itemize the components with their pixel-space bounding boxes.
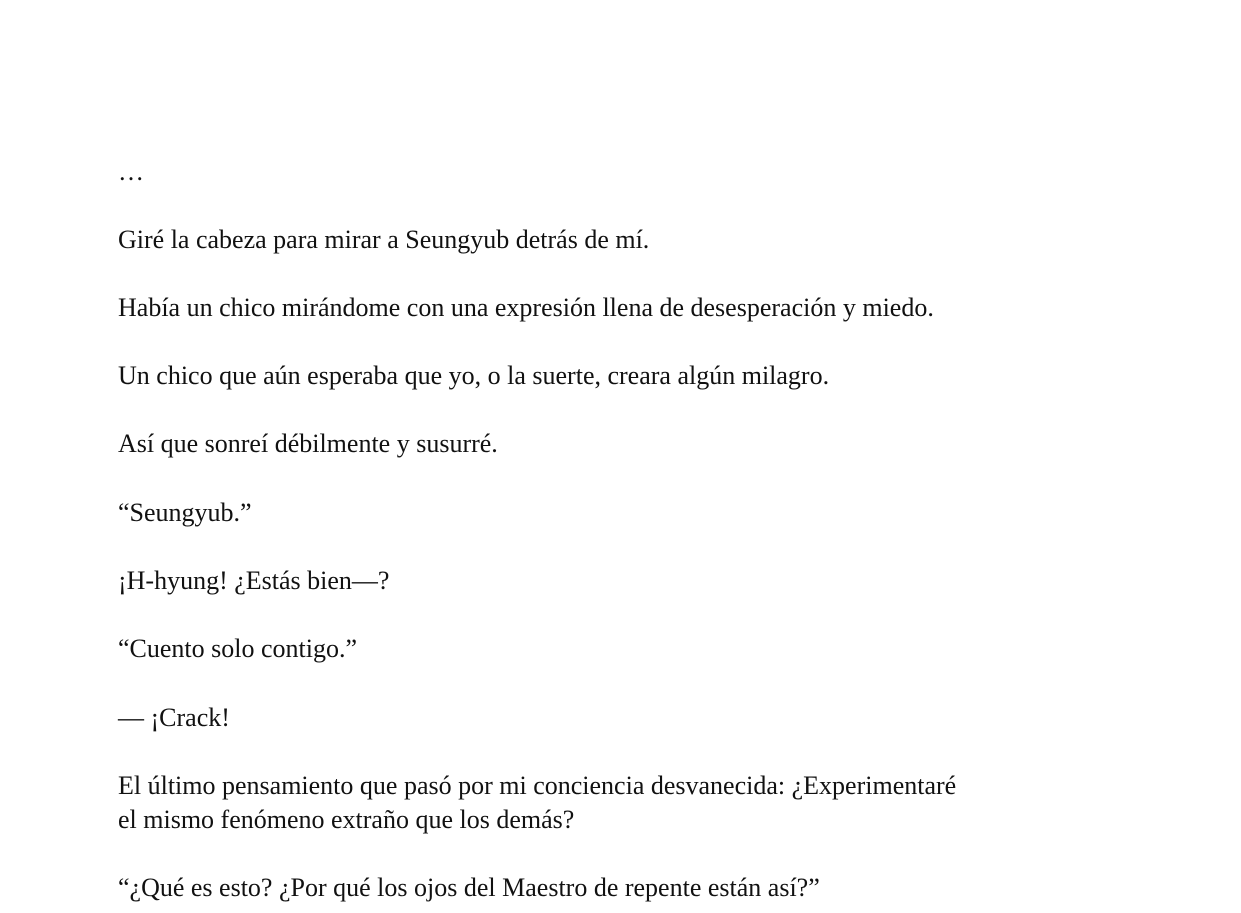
paragraph-7: “Cuento solo contigo.”: [118, 634, 358, 663]
paragraph-6: ¡H-hyung! ¿Estás bien—?: [118, 566, 390, 595]
paragraph-5: “Seungyub.”: [118, 498, 252, 527]
paragraph-1: Giré la cabeza para mirar a Seungyub detrás de mí.: [118, 225, 650, 254]
paragraph-2: Había un chico mirándome con una expresión llena de desesperación y miedo.: [118, 293, 934, 322]
paragraph-9: El último pensamiento que pasó por mi conciencia desvanecida: ¿Experimentaré el mismo fenómeno extraño que los demás?: [118, 771, 957, 834]
paragraph-ellipsis: …: [118, 157, 144, 186]
paragraph-10: “¿Qué es esto? ¿Por qué los ojos del Maestro de repente están así?”: [118, 873, 820, 902]
paragraph-3: Un chico que aún esperaba que yo, o la suerte, creara algún milagro.: [118, 361, 830, 390]
paragraph-8: — ¡Crack!: [118, 703, 230, 732]
paragraph-4: Así que sonreí débilmente y susurré.: [118, 429, 498, 458]
